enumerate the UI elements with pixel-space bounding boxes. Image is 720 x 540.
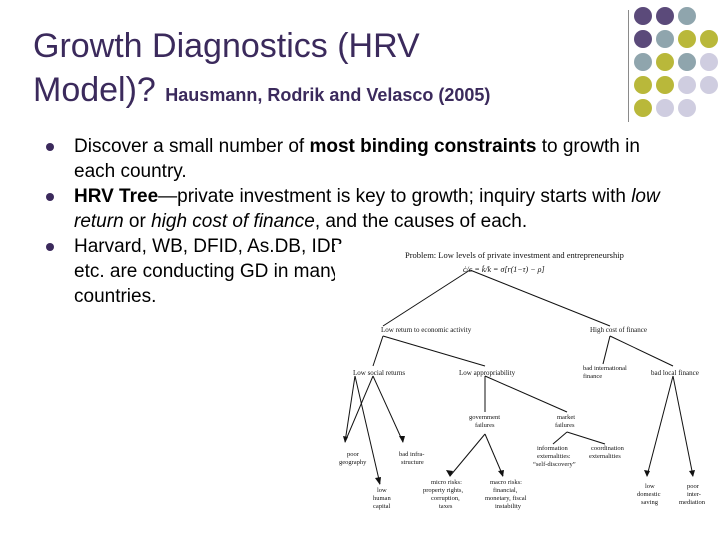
tree-low-dom-3: saving (641, 499, 658, 506)
tree-poor-inter-3: mediation (679, 499, 705, 506)
bullet-item-2: HRV Tree—private investment is key to growth; inquiry starts with low return or high cost of finance, and the causes of each. (44, 184, 664, 234)
decorative-dot (678, 53, 696, 71)
tree-micro: micro risks: (431, 479, 462, 486)
title-line-1: Growth Diagnostics (HRV (33, 27, 420, 65)
tree-bad-infra: bad infra- (399, 451, 425, 458)
decorative-dot (678, 7, 696, 25)
tree-macro-3: monetary, fiscal (485, 495, 527, 502)
tree-bad-infra-2: structure (401, 459, 424, 466)
decorative-dot (656, 76, 674, 94)
tree-low-dom-2: domestic (637, 491, 661, 498)
tree-macro-2: financial, (493, 487, 518, 494)
tree-macro-4: instability (495, 503, 521, 510)
tree-bad-local: bad local finance (651, 369, 699, 377)
decorative-dot (656, 7, 674, 25)
decorative-dot (700, 30, 718, 48)
tree-info-ext: information (537, 445, 568, 452)
tree-info-ext-2: externalities: (537, 453, 571, 460)
decorative-dot (678, 30, 696, 48)
tree-bad-intl: bad international (583, 365, 627, 372)
tree-coord-ext-2: externalities (589, 453, 621, 460)
decorative-dot (700, 53, 718, 71)
tree-bad-intl-2: finance (583, 373, 603, 380)
decorative-dot (656, 99, 674, 117)
bullet-icon (46, 143, 54, 151)
decorative-dot (656, 53, 674, 71)
tree-low-social: Low social returns (353, 369, 406, 377)
tree-mkt-fail-2: failures (555, 422, 575, 429)
decorative-dot (656, 30, 674, 48)
bullet-item-3: Harvard, WB, DFID, As.DB, IDB etc. are conducting GD in many countries. (44, 234, 354, 309)
title-divider (628, 10, 629, 122)
tree-equation: ċ/c = k̇/k = σ[r(1−τ) − ρ] (463, 265, 545, 274)
tree-micro-3: corruption, (431, 495, 460, 502)
tree-poor-inter-2: inter- (687, 491, 701, 498)
tree-high-cost: High cost of finance (590, 326, 647, 334)
bullet-1-emphasis: most binding constraints (309, 136, 537, 157)
tree-low-dom: low (645, 483, 655, 490)
tree-low-approp: Low appropriability (459, 369, 516, 377)
bullet-icon (46, 193, 54, 201)
tree-problem: Problem: Low levels of private investment and entrepreneurship (405, 250, 624, 260)
bullet-icon (46, 243, 54, 251)
title-authors: Hausmann, Rodrik and Velasco (2005) (165, 85, 491, 105)
tree-coord-ext: coordination (591, 445, 624, 452)
tree-macro: macro risks: (490, 479, 522, 486)
tree-micro-2: property rights, (423, 487, 464, 494)
tree-micro-4: taxes (439, 503, 453, 510)
tree-info-ext-3: “self-discovery” (533, 461, 576, 468)
decorative-dot (634, 7, 652, 25)
bullet-2-emphasis: HRV Tree (74, 186, 159, 207)
decorative-dot-grid (633, 6, 720, 120)
decorative-dot (700, 76, 718, 94)
decorative-dot (678, 76, 696, 94)
decorative-dot (634, 30, 652, 48)
tree-mkt-fail: market (557, 414, 576, 421)
decorative-dot (678, 99, 696, 117)
tree-low-human: low (377, 487, 387, 494)
slide-title (33, 24, 613, 117)
decorative-dot (634, 53, 652, 71)
tree-gov-fail: government (469, 414, 501, 421)
title-line-2-main: Model)? (33, 71, 156, 109)
title-line-2 (33, 68, 613, 117)
tree-gov-fail-2: failures (475, 422, 495, 429)
hrv-decision-tree (335, 244, 715, 536)
tree-poor-geo-2: geography (339, 459, 367, 466)
tree-poor-geo: poor (347, 451, 359, 458)
decorative-dot (634, 76, 652, 94)
decorative-dot (634, 99, 652, 117)
tree-low-human-3: capital (373, 503, 391, 510)
tree-low-human-2: human (373, 495, 391, 502)
bullet-item-1: Discover a small number of most binding constraints to growth in each country. (44, 134, 664, 184)
tree-low-return: Low return to economic activity (381, 326, 472, 334)
tree-poor-inter: poor (687, 483, 699, 490)
